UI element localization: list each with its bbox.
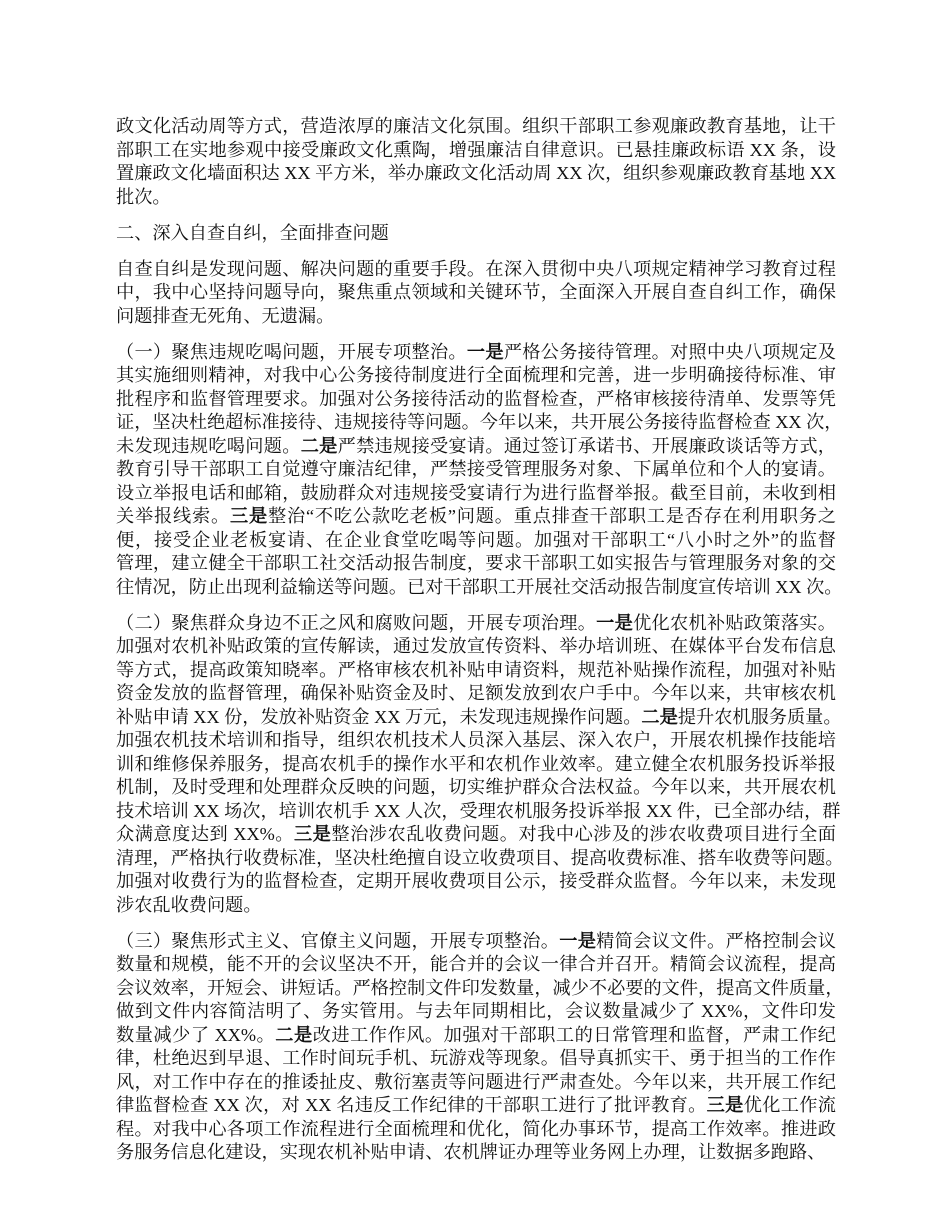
text-segment: 提升农机服务质量。 [677, 706, 842, 727]
text-line [116, 388, 836, 412]
bold-keyword: 一是 [596, 612, 634, 633]
text-line [116, 1024, 836, 1048]
text-line [116, 706, 842, 730]
text-segment: 证，坚决杜绝超标准接待、违规接待等问题。今年以来，共开展公务接待监督检查 XX 次， [116, 412, 843, 432]
text-line [116, 458, 836, 482]
text-segment: 置廉政文化墙面积达 XX 平方米，举办廉政文化活动周 XX 次，组织参观廉政教育基地 XX [116, 163, 836, 183]
text-line [116, 552, 836, 576]
text-segment: 管理，建立健全干部职工社交活动报告制度，要求干部职工如实报告与管理服务对象的交 [116, 553, 836, 573]
text-segment: 中，我中心坚持问题导向，聚焦重点领域和关键环节，全面深入开展自查自纠工作，确保 [116, 282, 836, 302]
text-segment: 改进工作作风。加强对干部职工的日常管理和监督，严肃工作纪 [312, 1024, 836, 1045]
text-line [116, 258, 836, 282]
text-line [116, 870, 836, 894]
paragraph-dining-rectification [116, 341, 843, 600]
text-segment: 做到文件内容简洁明了、务实管用。与去年同期相比，会议数量减少了 XX%，文件印发 [116, 1001, 836, 1021]
text-segment: 自查自纠是发现问题、解决问题的重要手段。在深入贯彻中央八项规定精神学习教育过程 [116, 258, 836, 279]
text-segment: （二）聚焦群众身边不正之风和腐败问题，开展专项治理。 [116, 612, 597, 633]
text-segment: 教育引导干部职工自觉遵守廉洁纪律，严禁接受管理服务对象、下属单位和个人的宴请。 [116, 459, 836, 479]
text-line [116, 776, 836, 800]
bold-keyword: 三是 [293, 824, 332, 844]
text-line [116, 482, 836, 506]
text-line [116, 341, 836, 365]
text-line [116, 977, 844, 1001]
text-line [116, 576, 843, 600]
text-segment: 整治涉农乱收费问题。对我中心涉及的涉农收费项目进行全面 [331, 824, 836, 844]
paragraph-culture-activities [116, 115, 836, 209]
document-body [116, 115, 844, 1177]
text-line [116, 612, 836, 636]
text-line [116, 729, 836, 753]
paragraph-corruption-rectification [116, 612, 844, 918]
section-heading-self-inspection [116, 222, 836, 246]
text-line [116, 1141, 836, 1165]
text-segment: 精简会议文件。严格控制会议 [596, 930, 836, 951]
text-line [116, 1047, 836, 1071]
text-line [116, 823, 836, 847]
text-line [116, 281, 836, 305]
text-segment: 优化工作流 [743, 1095, 836, 1115]
text-segment: （一）聚焦违规吃喝问题，开展专项整治。 [116, 341, 467, 362]
text-line [116, 162, 836, 186]
text-line [116, 659, 836, 683]
paragraph-self-inspection-intro [116, 258, 836, 329]
text-segment: 问题排查无死角、无遗漏。 [116, 305, 335, 326]
bold-keyword: 一是 [559, 930, 597, 951]
paragraph-formalism-rectification [116, 930, 844, 1165]
text-line [116, 222, 836, 246]
text-segment: 关举报线索。 [116, 506, 231, 526]
text-line [116, 635, 836, 659]
text-segment: 律监督检查 XX 次，对 XX 名违反工作纪律的干部职工进行了批评教育。 [116, 1095, 707, 1115]
text-segment: 往情况，防止出现利益输送等问题。已对干部职工开展社交活动报告制度宣传培训 XX 次。 [116, 576, 843, 597]
text-line [116, 953, 836, 977]
text-segment: 风，对工作中存在的推诿扯皮、敷衍塞责等问题进行严肃查处。今年以来，共开展工作纪 [116, 1071, 836, 1092]
bold-keyword: 一是 [466, 341, 504, 362]
text-line [116, 682, 836, 706]
text-line [116, 1094, 836, 1118]
text-line [116, 305, 836, 329]
text-segment: 加强农机技术培训和指导，组织农机技术人员深入基层、深入农户，开展农机操作技能培 [116, 730, 836, 750]
text-line [116, 753, 836, 777]
text-segment: 批程序和监督管理要求。加强对公务接待活动的监督检查，严格审核接待清单、发票等凭 [116, 388, 836, 409]
text-segment: 整治“不吃公款吃老板”问题。重点排查干部职工是否存在利用职务之 [268, 506, 836, 526]
text-line [116, 529, 836, 553]
bold-keyword: 三是 [706, 1095, 744, 1115]
text-segment: 资金发放的监督管理，确保补贴资金及时、足额发放到农户手中。今年以来，共审核农机 [116, 683, 836, 703]
text-segment: 训和维修保养服务，提高农机手的操作水平和农机作业效率。建立健全农机服务投诉举报 [116, 753, 836, 774]
text-segment: （三）聚焦形式主义、官僚主义问题，开展专项整治。 [116, 930, 560, 951]
text-segment: 众满意度达到 XX%。 [116, 824, 294, 844]
text-line [116, 505, 836, 529]
text-line [116, 1000, 836, 1024]
text-line [116, 435, 836, 459]
text-segment: 涉农乱收费问题。 [116, 894, 262, 915]
text-line [116, 1071, 836, 1095]
text-segment: 等方式，提高政策知晓率。严格审核农机补贴申请资料，规范补贴操作流程，加强对补贴 [116, 659, 836, 680]
text-segment: 政文化活动周等方式，营造浓厚的廉洁文化氛围。组织干部职工参观廉政教育基地，让干 [116, 116, 836, 136]
text-segment: 机制，及时受理和处理群众反映的问题，切实维护群众合法权益。今年以来，共开展农机 [116, 777, 836, 797]
bold-keyword: 二是 [275, 1024, 313, 1045]
text-line [116, 411, 843, 435]
text-line [116, 1118, 836, 1142]
text-segment: 清理，严格执行收费标准，坚决杜绝擅自设立收费项目、提高收费标准、搭车收费等问题。 [116, 847, 844, 868]
text-segment: 优化农机补贴政策落实。 [633, 612, 836, 633]
text-segment: 补贴申请 XX 份，发放补贴资金 XX 万元，未发现违规操作问题。 [116, 706, 642, 727]
text-segment: 数量和规模，能不开的会议坚决不开，能合并的会议一律合并召开。精简会议流程，提高 [116, 954, 836, 974]
bold-keyword: 二是 [300, 435, 338, 456]
text-segment: 便，接受企业老板宴请、在企业食堂吃喝等问题。加强对干部职工“八小时之外”的监督 [116, 529, 836, 550]
text-segment: 技术培训 XX 场次，培训农机手 XX 人次，受理农机服务投诉举报 XX 件，已全部办结，群 [116, 800, 841, 821]
text-segment: 部职工在实地参观中接受廉政文化熏陶，增强廉洁自律意识。已悬挂廉政标语 XX 条，设 [116, 139, 836, 160]
text-line [116, 139, 836, 163]
text-line [116, 930, 836, 954]
text-segment: 未发现违规吃喝问题。 [116, 435, 301, 456]
text-segment: 程。对我中心各项工作流程进行全面梳理和优化，简化办事环节，提高工作效率。推进政 [116, 1118, 836, 1139]
text-segment: 务服务信息化建设，实现农机补贴申请、农机牌证办理等业务网上办理，让数据多跑路、 [116, 1142, 826, 1162]
text-segment: 会议效率，开短会、讲短话。严格控制文件印发数量，减少不必要的文件，提高文件质量， [116, 977, 844, 998]
text-segment: 数量减少了 XX%。 [116, 1024, 276, 1045]
text-segment: 加强对收费行为的监督检查，定期开展收费项目公示，接受群众监督。今年以来，未发现 [116, 871, 836, 891]
bold-keyword: 三是 [230, 506, 269, 526]
text-line [116, 364, 836, 388]
text-line [116, 894, 836, 918]
text-segment: 律，杜绝迟到早退、工作时间玩手机、玩游戏等现象。倡导真抓实干、勇于担当的工作作 [116, 1048, 836, 1068]
text-segment: 加强对农机补贴政策的宣传解读，通过发放宣传资料、举办培训班、在媒体平台发布信息 [116, 636, 836, 656]
text-line [116, 847, 844, 871]
text-segment: 其实施细则精神，对我中心公务接待制度进行全面梳理和完善，进一步明确接待标准、审 [116, 365, 836, 385]
text-line [116, 115, 836, 139]
text-segment: 严格公务接待管理。对照中央八项规定及 [503, 341, 836, 362]
text-segment: 设立举报电话和邮箱，鼓励群众对违规接受宴请行为进行监督举报。截至目前，未收到相 [116, 482, 836, 503]
text-line [116, 800, 841, 824]
text-line [116, 186, 836, 210]
bold-keyword: 二是 [641, 706, 678, 727]
text-segment: 批次。 [116, 186, 171, 207]
text-segment: 二、深入自查自纠，全面排查问题 [116, 222, 389, 243]
text-segment: 严禁违规接受宴请。通过签订承诺书、开展廉政谈话等方式， [337, 435, 836, 456]
